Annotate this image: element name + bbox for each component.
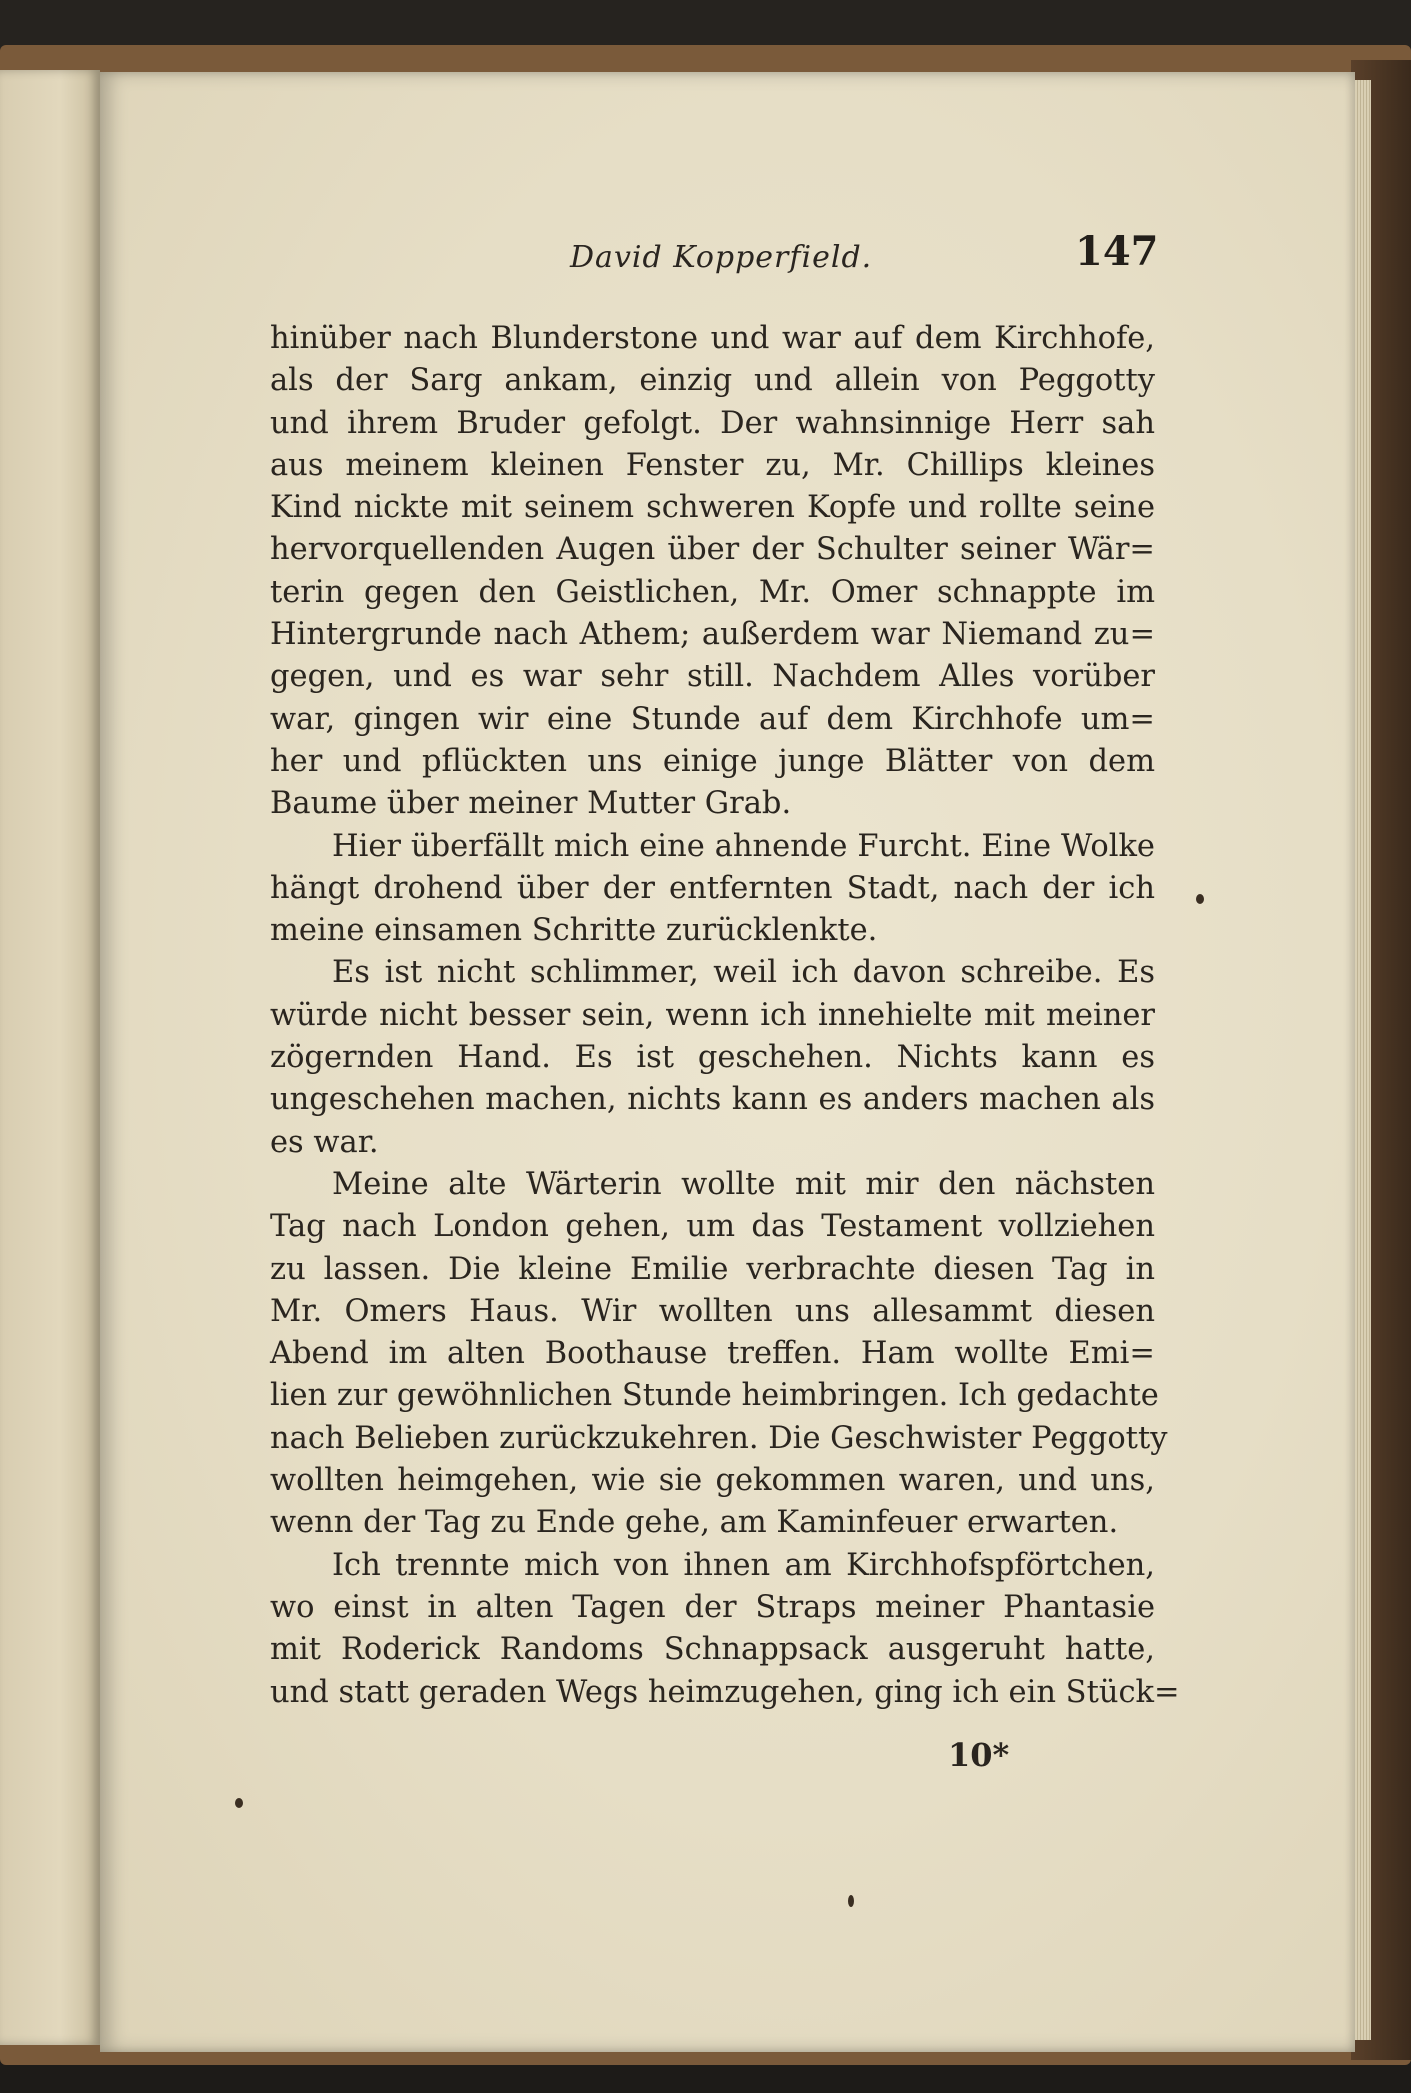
text-line: meine einsamen Schritte zurücklenkte. [270,913,878,949]
text-line: aus meinem kleinen Fenster zu, Mr. Chillips kleines [270,447,1155,483]
paper-speck [1196,894,1204,904]
text-line: hinüber nach Blunderstone und war auf dem Kirchhofe, [270,321,1155,356]
text-line: wollten heimgehen, wie sie gekommen waren, und uns, [270,1463,1155,1499]
text-line: Es ist nicht schlimmer, weil ich davon schreibe. Es [332,955,1155,991]
text-line: wo einst in alten Tagen der Straps meiner Phantasie [270,1589,1155,1625]
signature-mark: 10* [948,1736,1010,1774]
page-number: 147 [1075,228,1159,275]
page-header [540,228,1159,288]
text-line: Hintergrunde nach Athem; außerdem war Niemand zu= [270,617,1155,653]
text-line: ungeschehen machen, nichts kann es anders machen als [270,1082,1155,1118]
text-line: und ihrem Bruder gefolgt. Der wahnsinnige Herr sah [270,405,1155,441]
paper-speck [235,1798,243,1808]
text-line: zu lassen. Die kleine Emilie verbrachte diesen Tag in [270,1251,1155,1287]
text-line: würde nicht besser sein, wenn ich innehielte mit meiner [270,997,1155,1033]
body-text [270,318,1180,1714]
text-line: terin gegen den Geistlichen, Mr. Omer schnappte im [270,574,1155,610]
text-line: Tag nach London gehen, um das Testament vollziehen [270,1209,1155,1245]
text-line: Abend im alten Boothause treffen. Ham wollte Emi= [270,1336,1155,1372]
paper-speck [848,1895,854,1907]
text-line: und statt geraden Wegs heimzugehen, ging ich ein Stück= [270,1674,1180,1710]
text-line: nach Belieben zurückzukehren. Die Geschwister Peggotty [270,1420,1168,1456]
text-line: es war. [270,1124,379,1160]
text-line: Baume über meiner Mutter Grab. [270,786,792,822]
text-line: Hier überfällt mich eine ahnende Furcht. Eine Wolke [332,828,1155,864]
page-stack-edges [1355,80,1371,2040]
text-line: als der Sarg ankam, einzig und allein von Peggotty [270,363,1155,399]
text-line: lien zur gewöhnlichen Stunde heimbringen. Ich gedachte [270,1378,1159,1414]
text-line: Kind nickte mit seinem schweren Kopfe und rollte seine [270,490,1155,526]
text-line: Mr. Omers Haus. Wir wollten uns allesammt diesen [270,1293,1155,1329]
text-line: Ich trennte mich von ihnen am Kirchhofspförtchen, [332,1547,1155,1583]
running-head: David Kopperfield. [570,240,873,275]
text-line: hängt drohend über der entfernten Stadt, nach der ich [270,870,1155,906]
text-line: wenn der Tag zu Ende gehe, am Kaminfeuer erwarten. [270,1505,1119,1541]
text-line: gegen, und es war sehr still. Nachdem Alles vorüber [270,659,1155,695]
text-line: war, gingen wir eine Stunde auf dem Kirchhofe um= [270,701,1155,737]
text-line: hervorquellenden Augen über der Schulter seiner Wär= [270,532,1155,568]
text-line: Meine alte Wärterin wollte mit mir den nächsten [332,1166,1155,1202]
text-line: mit Roderick Randoms Schnappsack ausgeruht hatte, [270,1632,1155,1668]
left-page-edge [0,70,100,2045]
text-line: her und pflückten uns einige junge Blätter von dem [270,743,1155,779]
text-line: zögernden Hand. Es ist geschehen. Nichts kann es [270,1040,1155,1076]
